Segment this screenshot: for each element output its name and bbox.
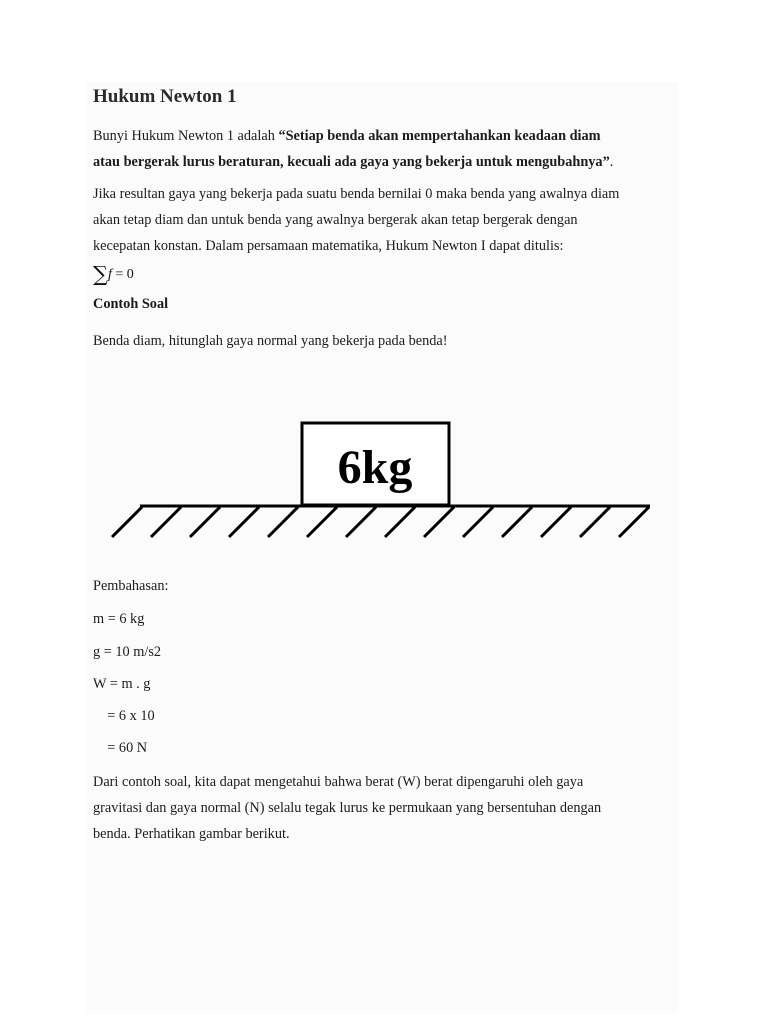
mass-block-label: 6kg bbox=[337, 441, 413, 494]
hatch-line bbox=[307, 507, 337, 537]
law-statement-line-2: atau bergerak lurus beraturan, kecuali ada gaya yang bekerja untuk mengubahnya” bbox=[93, 154, 610, 170]
question-text: Benda diam, hitunglah gaya normal yang bekerja pada benda! bbox=[93, 333, 448, 349]
hatch-line bbox=[346, 507, 376, 537]
hatch-line bbox=[151, 507, 181, 537]
example-heading: Contoh Soal bbox=[93, 296, 169, 312]
solution-line: g = 10 m/s2 bbox=[93, 644, 162, 660]
intro-suffix: . bbox=[609, 154, 614, 170]
explanation-line: kecepatan konstan. Dalam persamaan matematika, Hukum Newton I dapat ditulis: bbox=[93, 238, 564, 254]
hatch-line bbox=[424, 507, 454, 537]
intro-paragraph bbox=[93, 123, 613, 175]
newton-first-law-formula bbox=[93, 262, 134, 286]
explanation-line: Jika resultan gaya yang bekerja pada suatu benda bernilai 0 maka benda yang awalnya diam bbox=[93, 186, 620, 202]
formula-variable: f bbox=[108, 267, 112, 282]
hatch-line bbox=[268, 507, 298, 537]
block-on-surface-figure bbox=[94, 415, 654, 545]
sigma-symbol: ∑ bbox=[93, 262, 108, 286]
hatch-line bbox=[541, 507, 571, 537]
solution-heading: Pembahasan: bbox=[93, 578, 169, 594]
hatch-line bbox=[190, 507, 220, 537]
solution-line: W = m . g bbox=[93, 676, 151, 692]
hatch-line bbox=[619, 507, 649, 537]
hatch-line bbox=[502, 507, 532, 537]
hatch-line bbox=[229, 507, 259, 537]
explanation-paragraph bbox=[93, 181, 619, 259]
solution-line: = 60 N bbox=[93, 740, 148, 756]
conclusion-paragraph bbox=[93, 769, 601, 847]
hatch-line bbox=[580, 507, 610, 537]
hatch-line bbox=[385, 507, 415, 537]
hatch-line bbox=[463, 507, 493, 537]
solution-line: m = 6 kg bbox=[93, 611, 145, 627]
page-title: Hukum Newton 1 bbox=[93, 86, 237, 107]
conclusion-line: Dari contoh soal, kita dapat mengetahui bahwa berat (W) berat dipengaruhi oleh gaya bbox=[93, 774, 584, 790]
formula-rest: = 0 bbox=[111, 267, 134, 282]
ground-hatching bbox=[112, 507, 649, 537]
intro-prefix: Bunyi Hukum Newton 1 adalah bbox=[93, 128, 279, 144]
explanation-line: akan tetap diam dan untuk benda yang awalnya bergerak akan tetap bergerak dengan bbox=[93, 212, 578, 228]
conclusion-line: benda. Perhatikan gambar berikut. bbox=[93, 826, 290, 842]
hatch-line bbox=[112, 507, 142, 537]
law-statement-line-1: “Setiap benda akan mempertahankan keadaan diam bbox=[278, 128, 601, 144]
solution-line: = 6 x 10 bbox=[93, 708, 155, 724]
conclusion-line: gravitasi dan gaya normal (N) selalu tegak lurus ke permukaan yang bersentuhan dengan bbox=[93, 800, 602, 816]
